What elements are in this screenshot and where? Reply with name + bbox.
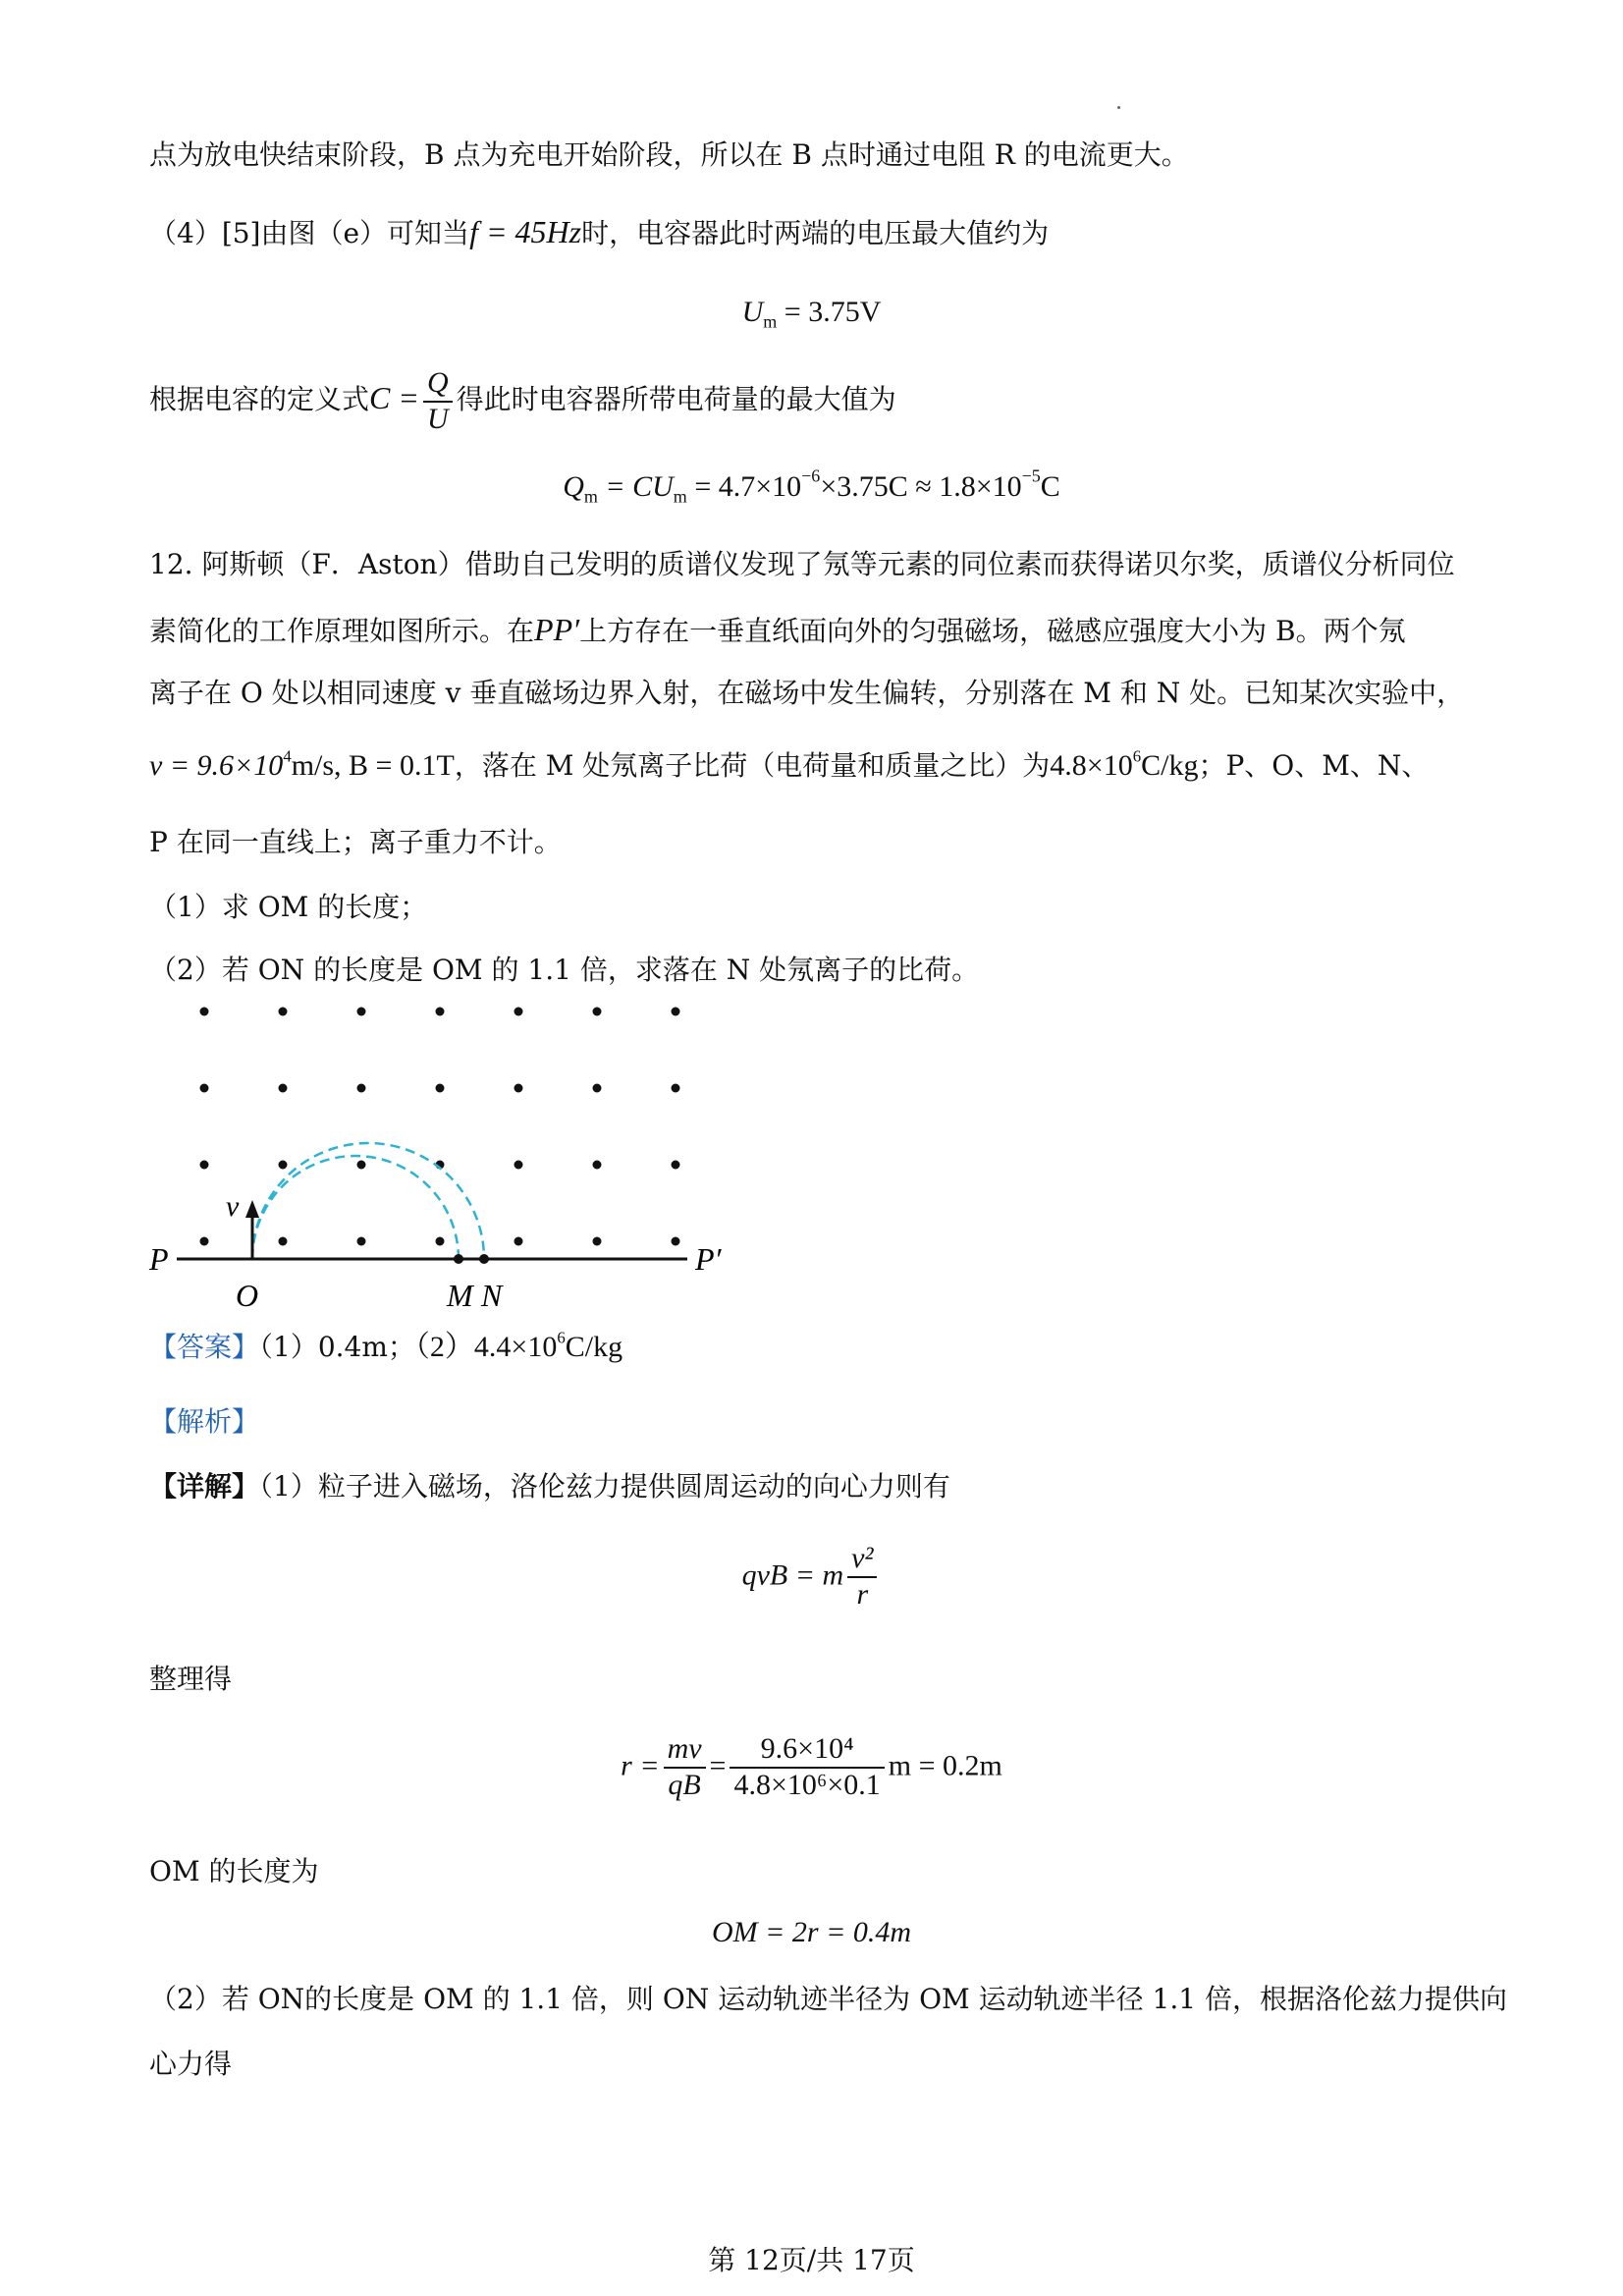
fraction-numeric: $\frac{\text{9.6×10⁴}}{\text{4.8×10⁶×0.1}}$ bbox=[730, 1732, 884, 1802]
fraction-v2-over-r: $\frac{\text{v²}}{r}$ bbox=[847, 1542, 877, 1612]
question12-line3: 离子在 O 处以相同速度 v 垂直磁场边界入射，在磁场中发生偏转，分别落在 M 和 N 处。已知某次实验中， bbox=[149, 677, 1465, 709]
mass-spectrometer-figure bbox=[137, 992, 766, 1316]
analysis-heading: 【解析】 bbox=[149, 1405, 260, 1438]
label-o: O bbox=[236, 1278, 259, 1313]
equation-lorentz: qvB = m $\frac{\text{v²}}{r}$ bbox=[0, 1542, 1623, 1612]
part2-line1: （2）若 ON的长度是 OM 的 1.1 倍，则 ON 运动轨迹半径为 OM 运动轨迹半径 1.1 倍，根据洛伦兹力提供向 bbox=[149, 1983, 1507, 2015]
paragraph-capacitance: 根据电容的定义式C = $\frac{Q}{U}$ 得此时电容器所带电荷量的最大值为 bbox=[149, 366, 896, 435]
label-n: N bbox=[481, 1278, 503, 1313]
paragraph-frequency: （4）[5]由图（e）可知当f = 45Hz时，电容器此时两端的电压最大值约为 bbox=[149, 214, 1050, 249]
question12-line1: 12. 阿斯顿（F．Aston）借助自己发明的质谱仪发现了氖等元素的同位素而获得诺贝尔奖，质谱仪分析同位 bbox=[149, 548, 1455, 580]
point-n bbox=[479, 1254, 489, 1264]
label-p: P bbox=[149, 1241, 169, 1277]
label-pp: P′ bbox=[695, 1241, 722, 1277]
question12-line2: 素简化的工作原理如图所示。在PP′上方存在一垂直纸面向外的匀强磁场，磁感应强度大小为 B。两个氖 bbox=[149, 612, 1406, 647]
equation-radius: r = $\frac{mv}{qB}$ = $\frac{\text{9.6×10⁴}}{\text{4.8×10⁶×0.1}}$ m = 0.2m bbox=[621, 1732, 1002, 1801]
point-m bbox=[454, 1254, 463, 1264]
label-v: v bbox=[226, 1190, 240, 1223]
detail-line: 【详解】（1）粒子进入磁场，洛伦兹力提供圆周运动的向心力则有 bbox=[149, 1470, 950, 1503]
page-footer: 第 12页/共 17页 bbox=[708, 2244, 915, 2276]
velocity-arrow-head bbox=[245, 1200, 259, 1218]
question12-line4: $v = 9.6\times 10^4m/s$, B = 0.1T，落在 M 处氖离子比荷（电荷量和质量之比）为$4.8\times 10^6C/kg$；P、O、M、N、 bbox=[149, 746, 1430, 782]
organize-line: 整理得 bbox=[149, 1663, 233, 1695]
om-length-line: OM 的长度为 bbox=[149, 1855, 319, 1887]
fraction-q-over-u: $\frac{Q}{U}$ bbox=[423, 366, 453, 436]
subquestion-2: （2）若 ON 的长度是 OM 的 1.1 倍，求落在 N 处氖离子的比荷。 bbox=[149, 954, 980, 986]
equation-um: $U_m = 3.75V$ bbox=[741, 296, 882, 332]
label-m: M bbox=[447, 1278, 473, 1313]
magnetic-field-dots bbox=[200, 1008, 680, 1246]
fraction-mv-over-qb: $\frac{mv}{qB}$ bbox=[664, 1732, 706, 1802]
paragraph-discharge: 点为放电快结束阶段，B 点为充电开始阶段，所以在 B 点时通过电阻 R 的电流更大。 bbox=[149, 138, 1189, 171]
equation-qm: $Q_m = CU_m = 4.7\times 10^{-6}\times 3.75C \approx 1.8\times 10^{-5}C$ bbox=[563, 465, 1060, 507]
question12-line5: P 在同一直线上；离子重力不计。 bbox=[149, 826, 562, 858]
scan-dot bbox=[1117, 106, 1120, 109]
answer-line: 【答案】（1）0.4m；$(2)4.4\times 10^6C/kg$ bbox=[149, 1328, 623, 1363]
part2-line2: 心力得 bbox=[149, 2048, 233, 2080]
subquestion-1: （1）求 OM 的长度； bbox=[149, 891, 428, 923]
equation-om: OM = 2r = 0.4m bbox=[712, 1916, 911, 1948]
